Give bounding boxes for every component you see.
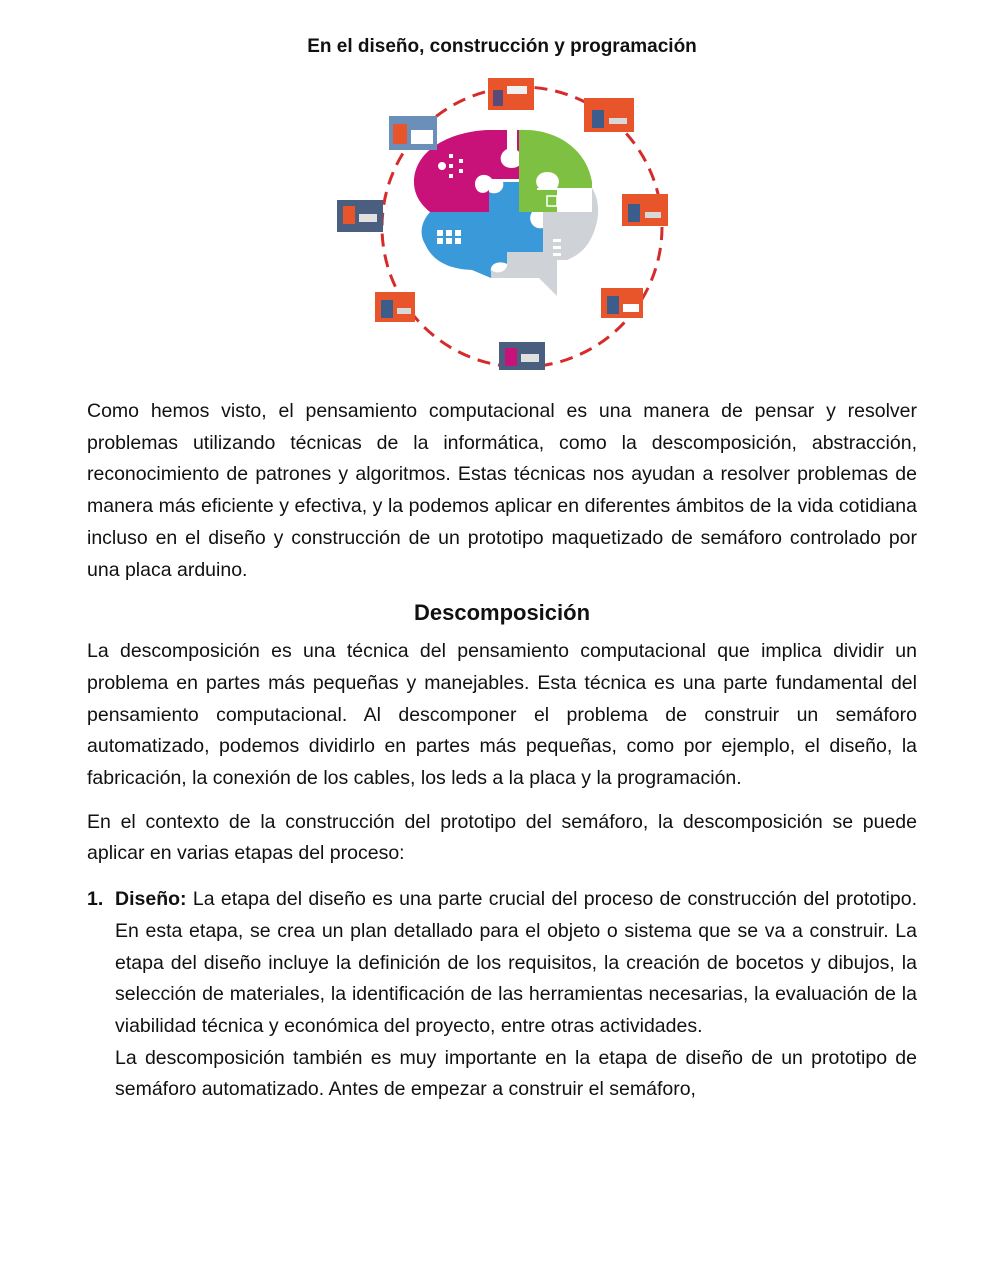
list-item [87, 884, 917, 1106]
intro-paragraph: Como hemos visto, el pensamiento computacional es una manera de pensar y resolver problemas utilizando técnicas de la informática, como la descomposición, abstracción, reconocimiento de patrones y algoritmos. Estas técnicas nos ayudan a resolver problemas de manera más eficiente y efectiva, y la podemos aplicar en diferentes ámbitos de la vida cotidiana incluso en el diseño y construcción de un prototipo maquetizado de semáforo controlado por una placa arduino. [87, 400, 917, 581]
section-paragraph-1: La descomposición es una técnica del pensamiento computacional que implica dividir un problema en partes más pequeñas y manejables. Esta técnica es una parte fundamental del pensamiento computacional. Al descomponer el problema de construir un semáforo automatizado, podemos dividirlo en partes más pequeñas, como por ejemplo, el diseño, la fabricación, la conexión de los cables, los leds a la placa y la programación. [87, 640, 917, 790]
document-page [87, 30, 917, 1106]
list-continuation: La descomposición también es muy importante en la etapa de diseño de un prototipo de semáforo automatizado. Antes de empezar a construir el semáforo, [115, 1046, 917, 1101]
computational-thinking-figure [87, 64, 917, 370]
list-description: La etapa del diseño es una parte crucial del proceso de construcción del prototipo. En esta etapa, se crea un plan detallado para el objeto o sistema que se va a construir. La etapa del diseño incluye la definición de los requisitos, la creación de bocetos y dibujos, la selección de materiales, la identificación de las herramientas necesarias, la evaluación de la viabilidad técnica y económica del proyecto, entre otras actividades. [115, 888, 917, 1037]
document-title: En el diseño, construcción y programación [307, 36, 697, 57]
steps-list [87, 884, 917, 1106]
list-item-text [115, 884, 917, 1043]
list-term: Diseño: [115, 888, 187, 911]
section-paragraph-2: En el contexto de la construcción del prototipo del semáforo, la descomposición se puede aplicar en varias etapas del proceso: [87, 810, 917, 865]
list-number: 1. [87, 888, 104, 911]
brain-puzzle-icon [87, 64, 917, 370]
section-heading: Descomposición [413, 600, 591, 626]
